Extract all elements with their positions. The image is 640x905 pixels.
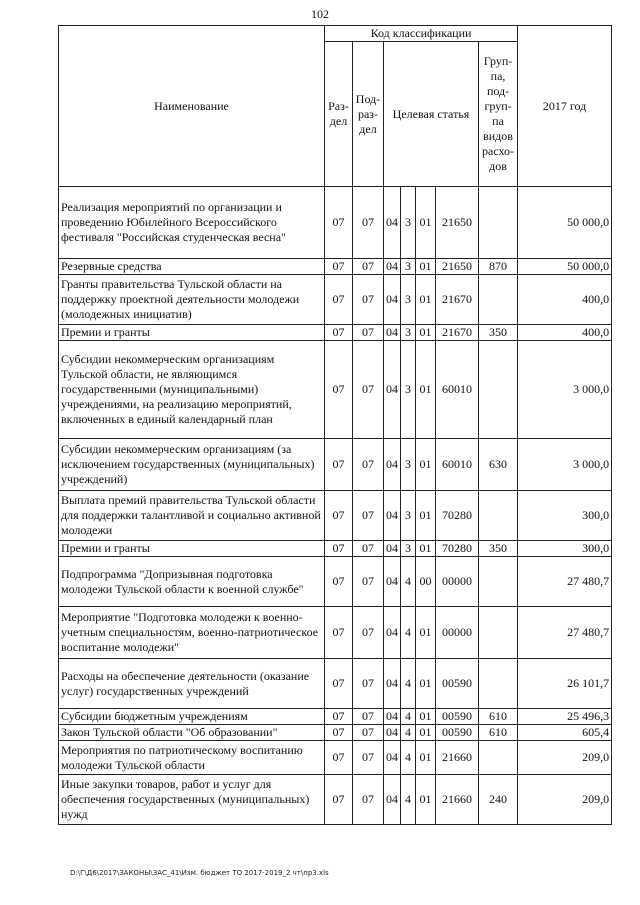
row-target-direction: 21650: [436, 187, 479, 259]
row-target-direction: 00000: [436, 557, 479, 607]
file-path-footer: D:\Г\Д6\2017\ЗАКОНЫ\ЗАС_41\Изм. бюджет ТО 2017-2019_2 чт\пр3.xls: [70, 869, 329, 877]
row-expense-group: [479, 741, 518, 775]
row-target-event: 01: [416, 725, 436, 741]
row-subsection: 07: [353, 325, 384, 341]
row-expense-group: 870: [479, 259, 518, 275]
row-amount: 25 496,3: [518, 709, 612, 725]
row-target-direction: 70280: [436, 491, 479, 541]
row-expense-group: [479, 187, 518, 259]
row-target-subprogram: 4: [401, 775, 416, 825]
row-section: 07: [325, 607, 353, 659]
row-subsection: 07: [353, 491, 384, 541]
row-target-subprogram: 4: [401, 741, 416, 775]
row-amount: 50 000,0: [518, 259, 612, 275]
row-target-direction: 21660: [436, 775, 479, 825]
page-number: 102: [311, 7, 329, 21]
row-subsection: 07: [353, 607, 384, 659]
row-name: Премии и гранты: [59, 541, 325, 557]
header-target-item: Целевая статья: [384, 42, 479, 187]
row-target-direction: 00590: [436, 725, 479, 741]
row-expense-group: [479, 607, 518, 659]
row-subsection: 07: [353, 741, 384, 775]
row-expense-group: [479, 491, 518, 541]
row-target-program: 04: [384, 439, 401, 491]
row-target-direction: 00590: [436, 659, 479, 709]
row-amount: 3 000,0: [518, 341, 612, 439]
row-target-program: 04: [384, 709, 401, 725]
row-target-program: 04: [384, 341, 401, 439]
table-row: [59, 325, 612, 341]
row-target-event: 01: [416, 741, 436, 775]
table-row: [59, 725, 612, 741]
row-target-direction: 21660: [436, 741, 479, 775]
row-target-program: 04: [384, 325, 401, 341]
row-section: 07: [325, 325, 353, 341]
row-expense-group: [479, 659, 518, 709]
row-target-subprogram: 4: [401, 659, 416, 709]
row-target-direction: 00590: [436, 709, 479, 725]
table-header: [59, 26, 612, 187]
row-name: Мероприятия по патриотическому воспитанию молодежи Тульской области: [59, 741, 325, 775]
row-subsection: 07: [353, 259, 384, 275]
row-target-program: 04: [384, 187, 401, 259]
row-target-direction: 60010: [436, 439, 479, 491]
header-expense-group: Груп- па, под- груп- па видов расхо- дов: [479, 42, 518, 187]
row-name: Выплата премий правительства Тульской области для поддержки талантливой и социально активной молодежи: [59, 491, 325, 541]
row-expense-group: 610: [479, 725, 518, 741]
row-name: Резервные средства: [59, 259, 325, 275]
table-row: [59, 741, 612, 775]
row-amount: 300,0: [518, 541, 612, 557]
budget-table: [58, 25, 612, 825]
row-target-event: 01: [416, 607, 436, 659]
row-expense-group: 630: [479, 439, 518, 491]
row-section: 07: [325, 275, 353, 325]
row-target-event: 01: [416, 187, 436, 259]
row-amount: 605,4: [518, 725, 612, 741]
row-expense-group: [479, 557, 518, 607]
row-target-direction: 21670: [436, 325, 479, 341]
row-name: Субсидии некоммерческим организациям Тульской области, не являющимся государственными (муниципальными) учреждениями, на реализацию мероприятий, включенных в единый календарный план: [59, 341, 325, 439]
row-section: 07: [325, 741, 353, 775]
row-section: 07: [325, 709, 353, 725]
row-subsection: 07: [353, 187, 384, 259]
row-name: Расходы на обеспечение деятельности (оказание услуг) государственных учреждений: [59, 659, 325, 709]
row-section: 07: [325, 775, 353, 825]
row-target-subprogram: 3: [401, 541, 416, 557]
row-amount: 3 000,0: [518, 439, 612, 491]
row-target-event: 01: [416, 275, 436, 325]
row-target-event: 01: [416, 325, 436, 341]
table-row: [59, 439, 612, 491]
row-target-program: 04: [384, 725, 401, 741]
row-target-program: 04: [384, 275, 401, 325]
row-section: 07: [325, 341, 353, 439]
row-amount: 400,0: [518, 275, 612, 325]
row-section: 07: [325, 491, 353, 541]
row-target-program: 04: [384, 557, 401, 607]
row-target-event: 01: [416, 775, 436, 825]
row-amount: 300,0: [518, 491, 612, 541]
header-section: Раз- дел: [325, 42, 353, 187]
row-subsection: 07: [353, 725, 384, 741]
row-target-event: 01: [416, 259, 436, 275]
row-amount: 209,0: [518, 741, 612, 775]
row-subsection: 07: [353, 541, 384, 557]
row-name: Закон Тульской области "Об образовании": [59, 725, 325, 741]
row-subsection: 07: [353, 709, 384, 725]
row-target-program: 04: [384, 607, 401, 659]
row-subsection: 07: [353, 557, 384, 607]
table-row: [59, 341, 612, 439]
table-row: [59, 709, 612, 725]
row-target-event: 01: [416, 709, 436, 725]
row-target-program: 04: [384, 775, 401, 825]
row-amount: 209,0: [518, 775, 612, 825]
row-section: 07: [325, 725, 353, 741]
row-section: 07: [325, 557, 353, 607]
row-expense-group: [479, 341, 518, 439]
table-row: [59, 541, 612, 557]
table-row: [59, 259, 612, 275]
row-name: Подпрограмма "Допризывная подготовка молодежи Тульской области к военной службе": [59, 557, 325, 607]
row-target-direction: 70280: [436, 541, 479, 557]
row-amount: 26 101,7: [518, 659, 612, 709]
row-name: Реализация мероприятий по организации и проведению Юбилейного Всероссийского фестиваля "Российская студенческая весна": [59, 187, 325, 259]
header-year: 2017 год: [518, 26, 612, 187]
row-target-subprogram: 3: [401, 259, 416, 275]
row-target-event: 01: [416, 491, 436, 541]
row-target-subprogram: 3: [401, 491, 416, 541]
row-subsection: 07: [353, 775, 384, 825]
row-target-event: 01: [416, 541, 436, 557]
row-subsection: 07: [353, 439, 384, 491]
table-row: [59, 607, 612, 659]
row-target-subprogram: 3: [401, 439, 416, 491]
row-expense-group: 240: [479, 775, 518, 825]
row-target-subprogram: 3: [401, 187, 416, 259]
row-subsection: 07: [353, 659, 384, 709]
row-name: Иные закупки товаров, работ и услуг для обеспечения государственных (муниципальных) нужд: [59, 775, 325, 825]
row-target-subprogram: 4: [401, 725, 416, 741]
row-section: 07: [325, 259, 353, 275]
row-target-subprogram: 3: [401, 341, 416, 439]
row-target-program: 04: [384, 741, 401, 775]
row-target-program: 04: [384, 491, 401, 541]
row-section: 07: [325, 187, 353, 259]
row-name: Субсидии бюджетным учреждениям: [59, 709, 325, 725]
row-target-subprogram: 4: [401, 709, 416, 725]
row-subsection: 07: [353, 275, 384, 325]
row-target-event: 01: [416, 659, 436, 709]
header-classification: Код классификации: [325, 26, 518, 42]
row-target-subprogram: 4: [401, 607, 416, 659]
row-target-program: 04: [384, 259, 401, 275]
row-amount: 27 480,7: [518, 607, 612, 659]
row-section: 07: [325, 659, 353, 709]
row-amount: 27 480,7: [518, 557, 612, 607]
row-name: Гранты правительства Тульской области на поддержку проектной деятельности молодежи (молодежных инициатив): [59, 275, 325, 325]
row-target-event: 01: [416, 341, 436, 439]
row-target-event: 01: [416, 439, 436, 491]
row-expense-group: [479, 275, 518, 325]
header-name: Наименование: [59, 26, 325, 187]
row-expense-group: 350: [479, 541, 518, 557]
row-target-subprogram: 3: [401, 325, 416, 341]
row-target-direction: 60010: [436, 341, 479, 439]
row-expense-group: 610: [479, 709, 518, 725]
table-row: [59, 491, 612, 541]
row-target-program: 04: [384, 659, 401, 709]
header-subsection: Под- раз- дел: [353, 42, 384, 187]
row-target-subprogram: 4: [401, 557, 416, 607]
row-target-event: 00: [416, 557, 436, 607]
row-section: 07: [325, 541, 353, 557]
row-section: 07: [325, 439, 353, 491]
table-row: [59, 187, 612, 259]
row-amount: 400,0: [518, 325, 612, 341]
row-target-program: 04: [384, 541, 401, 557]
table-row: [59, 775, 612, 825]
row-subsection: 07: [353, 341, 384, 439]
table-row: [59, 659, 612, 709]
row-target-direction: 21670: [436, 275, 479, 325]
row-name: Мероприятие "Подготовка молодежи к военно-учетным специальностям, военно-патриотическое воспитание молодежи": [59, 607, 325, 659]
row-amount: 50 000,0: [518, 187, 612, 259]
row-target-subprogram: 3: [401, 275, 416, 325]
row-name: Премии и гранты: [59, 325, 325, 341]
table-row: [59, 275, 612, 325]
row-expense-group: 350: [479, 325, 518, 341]
row-target-direction: 21650: [436, 259, 479, 275]
row-name: Субсидии некоммерческим организациям (за исключением государственных (муниципальных) учреждений): [59, 439, 325, 491]
table-row: [59, 557, 612, 607]
row-target-direction: 00000: [436, 607, 479, 659]
